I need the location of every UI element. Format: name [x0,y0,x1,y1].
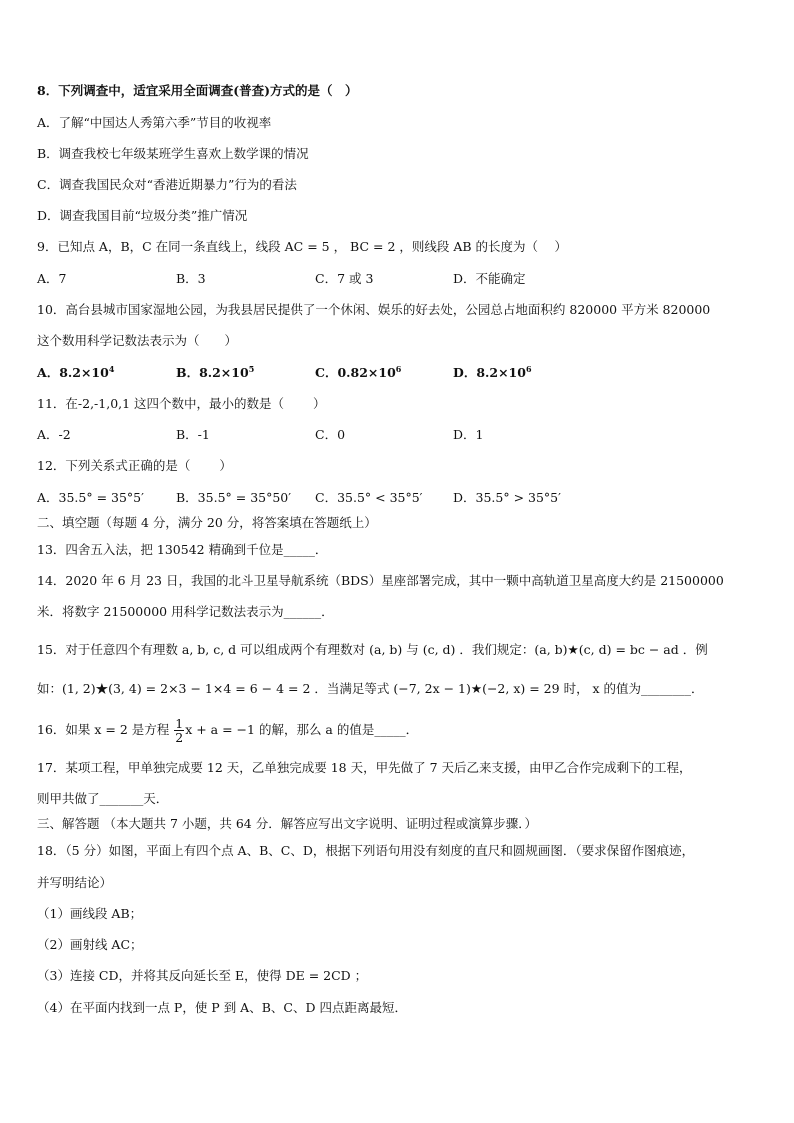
section-3-heading: 三、解答题 （本大题共 7 小题，共 64 分．解答应写出文字说明、证明过程或演算步骤．） [37,816,537,831]
question-8-option-a: A．了解“中国达人秀第六季”节目的收视率 [37,115,272,130]
question-16: 16．如果 x = 2 是方程 $\frac{1}{2}$ x + a = −1 的解，那么 a 的值是_____． [37,716,419,745]
question-18-line2: 并写明结论） [37,875,113,890]
question-14-line2: 米．将数字 21500000 用科学记数法表示为______． [37,604,334,619]
question-13: 13．四舍五入法，把 130542 精确到千位是_____． [37,542,328,557]
question-15-line2: 如：(1, 2)★(3, 4) = 2×3 − 1×4 = 6 − 4 = 2 ．当满足等式 (−7, 2x − 1)★(−2, x) = 29 时， x 的值为________． [37,681,704,696]
question-12-option-d: D．35.5° > 35°5′ [453,490,561,505]
question-10-stem-line2: 这个数用科学记数法表示为（ ） [37,333,238,348]
question-9-option-b: B．3 [176,271,206,286]
question-8-option-b: B．调查我校七年级某班学生喜欢上数学课的情况 [37,146,309,161]
section-2-heading: 二、填空题（每题 4 分，满分 20 分，将答案填在答题纸上） [37,515,377,530]
question-12-option-c: C．35.5° < 35°5′ [315,490,423,505]
question-15-line1: 15．对于任意四个有理数 a, b, c, d 可以组成两个有理数对 (a, b) 与 (c, d) ．我们规定：(a, b)★(c, d) = bc − ad ．例 [37,642,708,657]
question-10-option-d: D．$8.2\times 10^6$ [453,363,532,380]
question-12-stem: 12．下列关系式正确的是（ ） [37,458,232,473]
question-14-line1: 14．2020 年 6 月 23 日，我国的北斗卫星导航系统（BDS）星座部署完成，其中一颗中高轨道卫星高度大约是 21500000 [37,573,724,588]
question-9-stem: 9．已知点 A，B，C 在同一条直线上，线段 AC = 5 ， BC = 2 ，则线段 AB 的长度为（ ） [37,239,568,254]
question-18-item-2: （2）画射线 AC； [37,937,143,952]
question-11-option-c: C．0 [315,427,346,442]
question-10-option-c: C．$0.82\times 10^6$ [315,363,402,380]
question-10-option-a: A．$8.2\times 10^4$ [37,363,115,380]
question-10-stem-line1: 10．高台县城市国家湿地公园，为我县居民提供了一个休闲、娱乐的好去处，公园总占地面积约 820000 平方米 820000 [37,302,711,317]
question-18-item-4: （4）在平面内找到一点 P，使 P 到 A、B、C、D 四点距离最短． [37,1000,407,1015]
question-8-option-c: C．调查我国民众对“香港近期暴力”行为的看法 [37,177,297,192]
question-9-option-d: D．不能确定 [453,271,526,286]
fraction-one-half: $\frac{1}{2}$ [175,716,184,745]
question-11-option-a: A．-2 [37,427,71,442]
question-17-line1: 17．某项工程，甲单独完成要 12 天，乙单独完成要 18 天，甲先做了 7 天后乙来支援，由甲乙合作完成剩下的工程， [37,760,692,775]
question-18-line1: 18．（5 分）如图，平面上有四个点 A、B、C、D，根据下列语句用没有刻度的直尺和圆规画图．（要求保留作图痕迹， [37,843,695,858]
question-11-option-b: B．-1 [176,427,210,442]
question-11-stem: 11．在-2,-1,0,1 这四个数中，最小的数是（ ） [37,396,326,411]
question-9-option-c: C．7 或 3 [315,271,374,286]
question-8-stem: 8．下列调查中，适宜采用全面调查(普查)方式的是（ ） [37,83,358,98]
question-9-option-a: A．7 [37,271,67,286]
question-10-option-b: B．$8.2\times 10^5$ [176,363,255,380]
question-11-option-d: D．1 [453,427,484,442]
question-12-option-b: B．35.5° = 35°50′ [176,490,292,505]
question-8-option-d: D．调查我国目前“垃圾分类”推广情况 [37,208,248,223]
question-17-line2: 则甲共做了_______天． [37,791,169,806]
question-18-item-1: （1）画线段 AB； [37,906,143,921]
question-18-item-3: （3）连接 CD，并将其反向延长至 E，使得 DE = 2CD ； [37,968,368,983]
question-12-option-a: A．35.5° = 35°5′ [37,490,144,505]
